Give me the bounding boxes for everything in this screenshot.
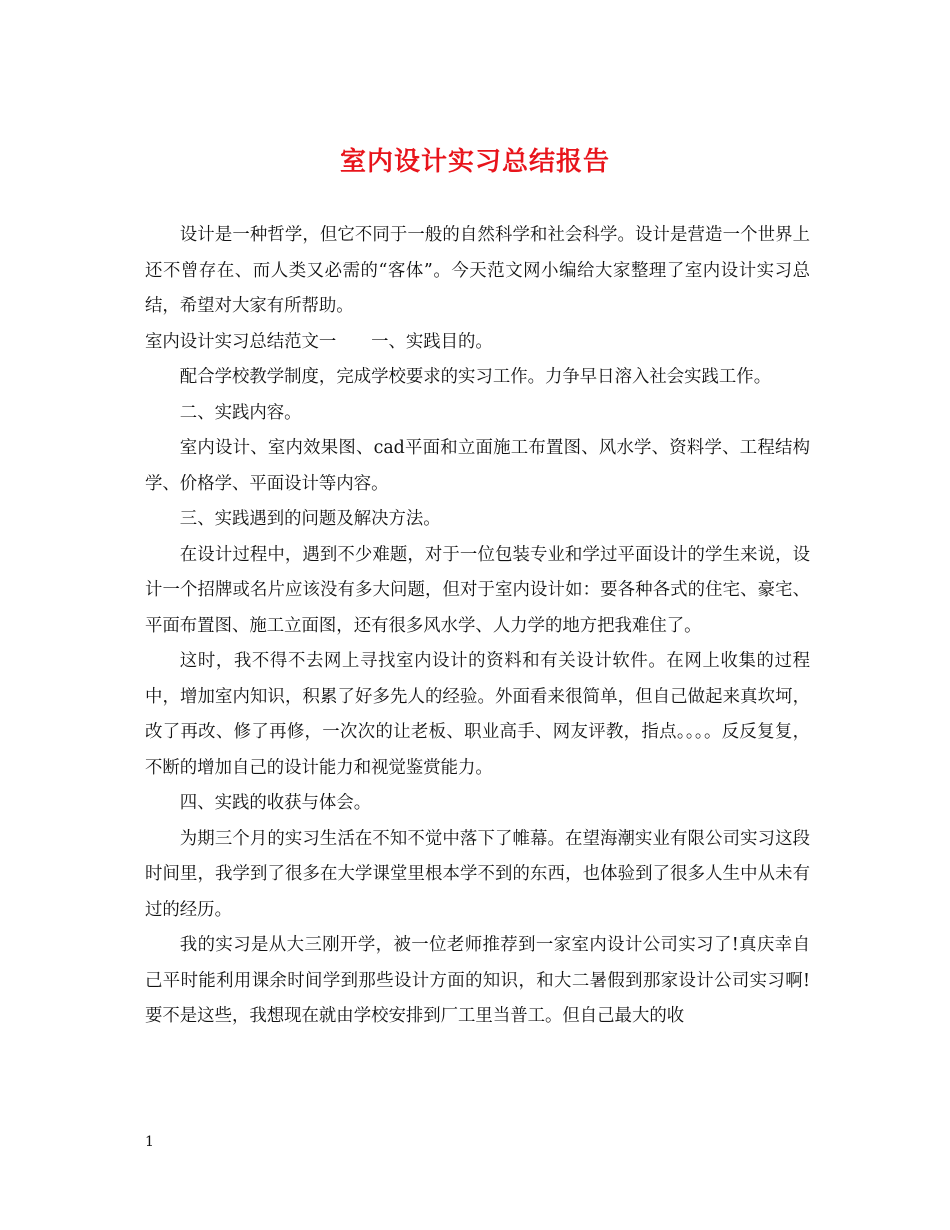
- paragraph: 室内设计、室内效果图、cad平面和立面施工布置图、风水学、资料学、工程结构学、价格学、平面设计等内容。: [145, 438, 810, 494]
- paragraph: 我的实习是从大三刚开学，被一位老师推荐到一家室内设计公司实习了!真庆幸自己平时能利用课余时间学到那些设计方面的知识，和大二暑假到那家设计公司实习啊!要不是这些，我想现在就由学校安排到厂工里当普工。但自己最大的收: [145, 935, 810, 1026]
- paragraph: 四、实践的收获与体会。: [179, 793, 372, 813]
- paragraph: 在设计过程中，遇到不少难题，对于一位包装专业和学过平面设计的学生来说，设计一个招牌或名片应该没有多大问题，但对于室内设计如：要各种各式的住宅、豪宅、平面布置图、施工立面图，还有很多风水学、人力学的地方把我难住了。: [145, 544, 810, 636]
- document-body: [145, 218, 810, 1035]
- paragraph: 二、实践内容。: [179, 402, 302, 423]
- paragraph: 设计是一种哲学，但它不同于一般的自然科学和社会科学。设计是营造一个世界上还不曾存在、而人类又必需的“客体”。今天范文网小编给大家整理了室内设计实习总结，希望对大家有所帮助。: [145, 225, 810, 316]
- page-number: 1: [145, 1134, 154, 1150]
- paragraph: 为期三个月的实习生活在不知不觉中落下了帷幕。在望海潮实业有限公司实习这段时间里，我学到了很多在大学课堂里根本学不到的东西，也体验到了很多人生中从未有过的经历。: [145, 828, 810, 920]
- document-title: 室内设计实习总结报告: [339, 147, 610, 177]
- paragraph: 这时，我不得不去网上寻找室内设计的资料和有关设计软件。在网上收集的过程中，增加室内知识，积累了好多先人的经验。外面看来很简单，但自己做起来真坎坷，改了再改、修了再修，一次次的让老板、职业高手、网友评教，指点。。。。反反复复，不断的增加自己的设计能力和视觉鉴赏能力。: [145, 651, 810, 778]
- paragraph: 配合学校教学制度，完成学校要求的实习工作。力争早日溶入社会实践工作。: [179, 367, 772, 387]
- paragraph: 三、实践遇到的问题及解决方法。: [179, 509, 441, 529]
- paragraph: 室内设计实习总结范文一 一、实践目的。: [145, 331, 493, 352]
